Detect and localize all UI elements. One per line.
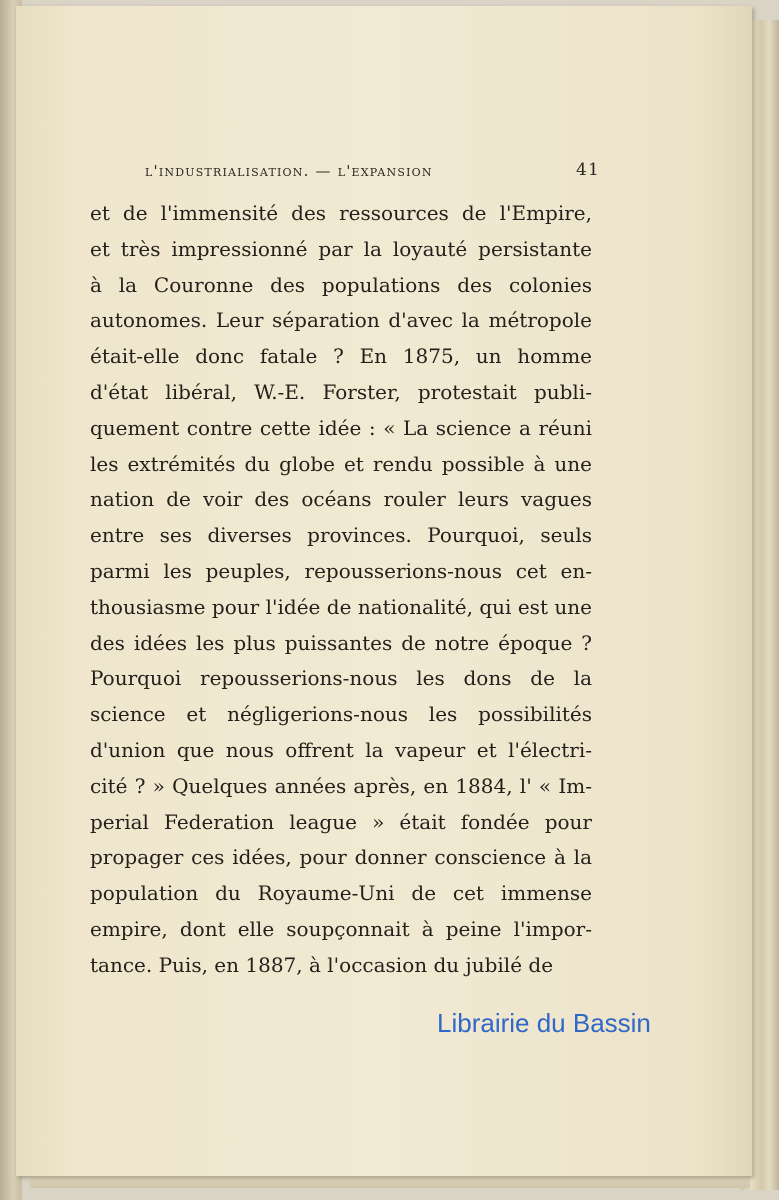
text-line: à la Couronne des populations des colonies (90, 272, 592, 297)
text-line: des idées les plus puissantes de notre époque ? (90, 630, 592, 655)
text-line: les extrémités du globe et rendu possible à une (90, 451, 592, 476)
text-line: population du Royaume-Uni de cet immense (90, 881, 592, 906)
text-line: était-elle donc fatale ? En 1875, un homme (90, 344, 592, 369)
text-line: perial Federation league » était fondée pour (90, 809, 592, 834)
body-text (90, 196, 592, 984)
running-head-title: l'industrialisation. — l'expansion (145, 162, 433, 180)
text-line: Pourquoi repousserions-nous les dons de la (90, 666, 592, 691)
text-line: tance. Puis, en 1887, à l'occasion du jubilé de (90, 952, 554, 977)
text-line: d'état libéral, W.-E. Forster, protestait publi- (90, 379, 592, 404)
watermark: Librairie du Bassin (437, 1008, 651, 1038)
text-line: propager ces idées, pour donner conscience à la (90, 845, 592, 870)
text-line: autonomes. Leur séparation d'avec la métropole (90, 308, 592, 333)
text-line: parmi les peuples, repousserions-nous cet en- (90, 558, 592, 583)
text-line: et de l'immensité des ressources de l'Empire, (90, 201, 592, 225)
text-line: nation de voir des océans rouler leurs vagues (90, 487, 592, 512)
running-head (145, 160, 600, 184)
text-line: cité ? » Quelques années après, en 1884, l' « Im- (90, 773, 592, 798)
page-number: 41 (575, 160, 600, 180)
text-line: quement contre cette idée : « La science a réuni (90, 415, 592, 440)
text-line: d'union que nous offrent la vapeur et l'électri- (90, 737, 592, 762)
text-line: thousiasme pour l'idée de nationalité, qui est une (90, 594, 592, 619)
text-line: empire, dont elle soupçonnait à peine l'impor- (90, 916, 592, 941)
text-line: entre ses diverses provinces. Pourquoi, seuls (90, 523, 592, 548)
text-line: et très impressionné par la loyauté persistante (90, 236, 592, 261)
text-line: science et négligerions-nous les possibilités (90, 702, 592, 727)
